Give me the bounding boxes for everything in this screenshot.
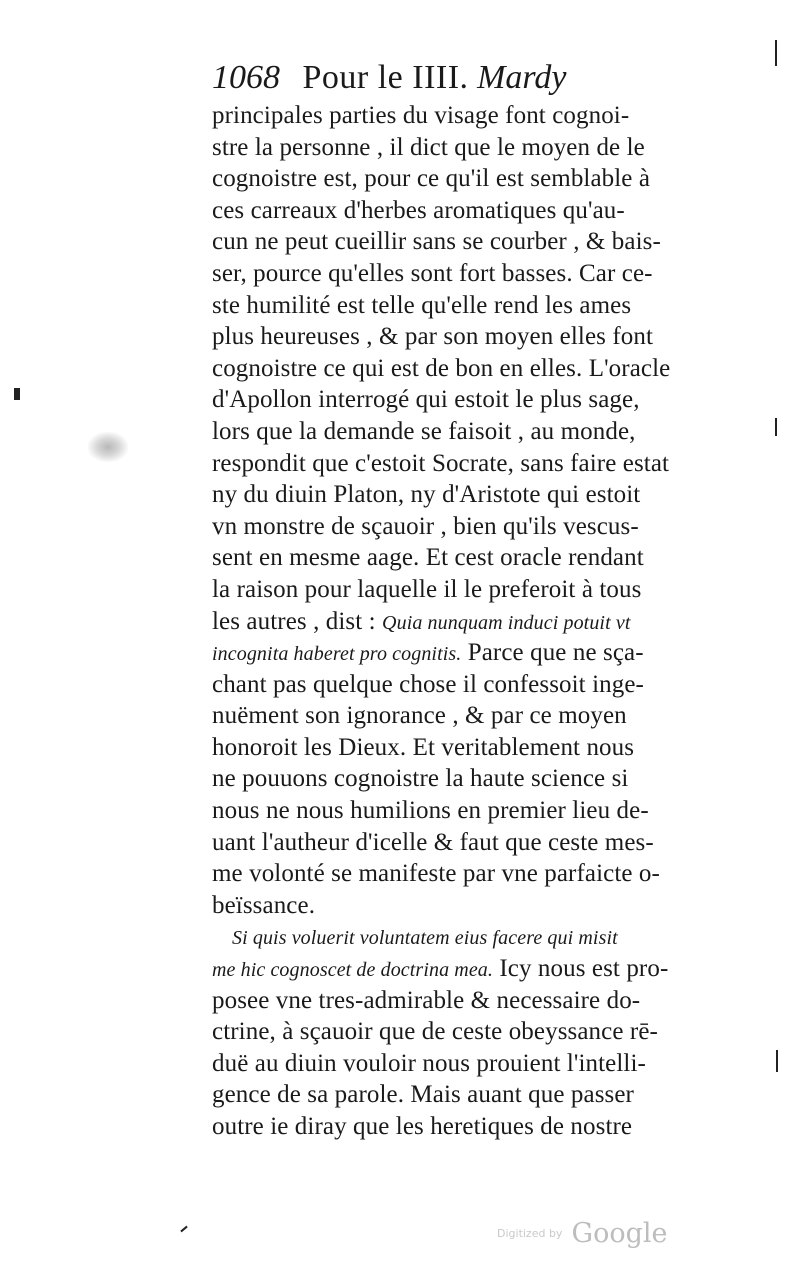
- text-line: uant l'autheur d'icelle & faut que ceste mes-: [212, 828, 654, 856]
- text-line: posee vne tres-admirable & necessaire do-: [212, 986, 641, 1014]
- margin-mark: [180, 1226, 187, 1233]
- text-line: duë au diuin vouloir nous prouient l'intelli-: [212, 1049, 646, 1077]
- text-line: respondit que c'estoit Socrate, sans faire estat: [212, 449, 670, 477]
- text-line: ces carreaux d'herbes aromatiques qu'au-: [212, 196, 625, 224]
- text-line: outre ie diray que les heretiques de nostre: [212, 1113, 633, 1140]
- margin-mark: [775, 418, 777, 436]
- latin-quote: Quia nunquam induci potuit vt: [382, 611, 631, 634]
- page-body-text: [212, 100, 712, 1143]
- text-line: me volonté se manifeste par vne parfaicte o-: [212, 860, 660, 888]
- text-line: nuëment son ignorance , & par ce moyen: [212, 702, 627, 730]
- text-line: beïssance.: [212, 891, 316, 919]
- text-segment: Icy nous est pro-: [499, 955, 669, 983]
- text-line-mixed: [212, 606, 712, 638]
- margin-mark: [776, 1050, 778, 1072]
- header-title: Pour le IIII.: [302, 59, 469, 96]
- watermark-text: Digitized by: [497, 1227, 563, 1240]
- text-line: chant pas quelque chose il confessoit inge-: [212, 670, 644, 698]
- text-line: ser, pource qu'elles sont fort basses. Car ce-: [212, 259, 653, 287]
- text-line: d'Apollon interrogé qui estoit le plus sage,: [212, 386, 640, 414]
- text-line-latin: [212, 921, 712, 953]
- text-line: ne pouuons cognoistre la haute science si: [212, 765, 629, 793]
- text-line: ctrine, à sçauoir que de ceste obeyssance rē-: [212, 1018, 658, 1046]
- text-line: stre la personne , il dict que le moyen de le: [212, 133, 645, 161]
- latin-quote: me hic cognoscet de doctrina mea.: [212, 959, 493, 982]
- text-line: nous ne nous humilions en premier lieu de-: [212, 797, 649, 825]
- page-number: 1068: [212, 59, 280, 96]
- running-header: [212, 58, 692, 98]
- text-line: cognoistre est, pour ce qu'il est semblable à: [212, 165, 651, 193]
- text-line: la raison pour laquelle il le preferoit à tous: [212, 575, 642, 603]
- margin-mark: [14, 388, 20, 400]
- latin-quote: Si quis voluerit voluntatem eius facere qui misit: [232, 927, 618, 950]
- text-line-mixed: [212, 953, 712, 985]
- text-line: ste humilité est telle qu'elle rend les ames: [212, 291, 632, 319]
- header-title-italic: Mardy: [477, 59, 567, 96]
- text-line: honoroit les Dieux. Et veritablement nous: [212, 733, 635, 761]
- text-line: plus heureuses , & par son moyen elles font: [212, 323, 654, 351]
- text-line-mixed: [212, 637, 712, 669]
- text-line: sent en mesme aage. Et cest oracle rendant: [212, 544, 644, 572]
- text-line: vn monstre de sçauoir , bien qu'ils vescus-: [212, 512, 639, 540]
- text-line: principales parties du visage font cognoi-: [212, 102, 630, 129]
- margin-mark: [775, 40, 777, 66]
- text-line: cun ne peut cueillir sans se courber , & bais-: [212, 228, 661, 256]
- text-segment: les autres , dist :: [212, 607, 376, 635]
- ink-smudge: [88, 432, 128, 462]
- text-line: cognoistre ce qui est de bon en elles. L'oracle: [212, 354, 671, 382]
- text-line: lors que la demande se faisoit , au monde,: [212, 417, 636, 445]
- text-line: ny du diuin Platon, ny d'Aristote qui estoit: [212, 481, 641, 509]
- text-segment: Parce que ne sça-: [467, 639, 644, 667]
- digitized-watermark: [497, 1218, 668, 1249]
- latin-quote: incognita haberet pro cognitis.: [212, 643, 462, 666]
- google-logo: Google: [571, 1218, 668, 1249]
- text-line: gence de sa parole. Mais auant que passer: [212, 1081, 634, 1109]
